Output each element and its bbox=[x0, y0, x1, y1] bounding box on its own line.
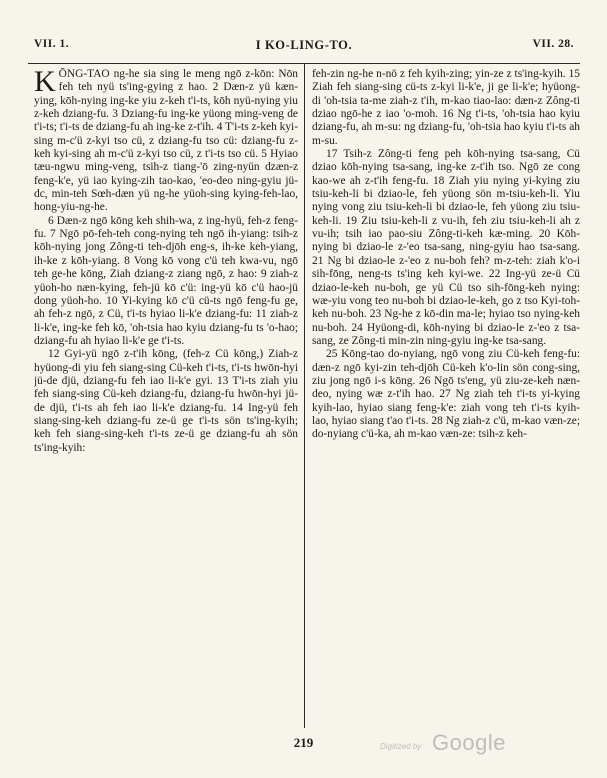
header-verse-end: VII. 28. bbox=[532, 38, 574, 50]
page-number: 219 bbox=[293, 735, 314, 750]
paragraph-1 bbox=[34, 68, 298, 215]
paragraph-2: 6 Dæn-z ngō kōng keh shih-wa, z ing-hyü, feh-z feng-fu. 7 Ngō pō-feh-teh cong-nying teh ngō ih-yiang: tsih-z kōh-nying jong Zông-ti teh-djōh eng-s, ih-ke keh-yiang, ih-ke z kōh-yiang. 8 Vong kō vong c'ü teh kwa-vu, ngō teh ge-he kōng, Ziah dziang-z ziang ngō, z hao: 9 ziah-z yüoh-ho næn-kying, feh-jü kō c'ü: ing-yü kō c'ü hao-jü dong yüoh-ho. 10 Yi-kying kō c'ü cü-ts ngō feng-fu ge, ah feh-z ngō, z Cü, t'i-ts hyiao li-k'e dziang-fu: 11 ziah-z li-k'e, ing-ke feh kō, 'oh-tsia hao kyiu dziang-fu ts 'o-hao; dziang-fu ah hyiao li-k'e ge t'i-ts. bbox=[34, 214, 298, 347]
paragraph-4: feh-zin ng-he n-nö z feh kyih-zing; yin-ze z ts'ing-kyih. 15 Ziah feh siang-sing cü-ts z-kyi li-k'e, ji ge li-k'e; hyüong-di 'oh-tsia ta-me ziah-z t'ih, m-kao tiao-lao: dæn-z Zông-ti dziao ngō-he z iao 'o-moh. 16 Ng t'i-ts, 'oh-tsia hao kyiu dziang-fu, ah m-su: ng dziang-fu, 'oh-tsia hao kyiu t'i-ts ah m-su. bbox=[312, 68, 580, 147]
drop-cap: K bbox=[34, 68, 56, 98]
paragraph-1-text: ŌNG-TAO ng-he sia sing le meng ngō z-kōn: Nōn feh teh nyü ts'ing-gying z hao. 2 Dæn-z yü kæn-ying, kōh-nying ing-ke yiu z-keh t'i-ts, kōh nyü-nying yiu z-keh dziang-fu. 3 Dziang-fu ing-ke yüong ming-veng de t'i-ts; t'i-ts de dziang-fu ah ing-ke z-t'ih. 4 T'i-ts z-keh kyi-sing m-c'ü z-kyi tso cü, z dziang-fu tso cü: dziang-fu z-keh kyi-sing ah m-c'ü z-kyi tso cü, z t'i-ts tso cü. 5 Hyiao tæu-ngwu ming-veng, tsih-z tiang-'ō zing-nyün dzæn-z feng-k'e, yü iao kying-zih tao-kao, 'eo-deo ning-gyiu jü-dc, min-teh Sœh-dæn yü ng-he yüoh-sing kying-feh-lao, hong-yiu-ng-he. bbox=[34, 68, 298, 214]
header-book-title: I KO-LING-TO. bbox=[255, 38, 353, 52]
digitization-watermark bbox=[380, 730, 550, 760]
left-column bbox=[34, 68, 298, 726]
running-header bbox=[28, 38, 580, 60]
watermark-caption: Digitized by bbox=[380, 742, 422, 751]
column-divider bbox=[304, 63, 305, 728]
paragraph-3: 12 Gyi-yü ngō z-t'ih kōng, (feh-z Cü kōng,) Ziah-z hyüong-di yiu feh siang-sing Cü-keh t'i-ts, t'i-ts hwōn-hyi jü-de djü, dziang-fu feh iao li-k'e gyi. 13 T'i-ts ziah yiu feh siang-sing Cü-keh dziang-fu, dziang-fu hwōn-hyi jü-de djü, t'i-ts ah feh iao li-k'e dziang-fu. 14 Ing-yü feh siang-sing-keh dziang-fu ze-ü ge t'i-ts sön ts'ing-kyih; keh feh siang-sing-keh t'i-ts ze-ü ge dziang-fu ah sön ts'ing-kyih: bbox=[34, 348, 298, 454]
right-column bbox=[312, 68, 580, 726]
paragraph-5: 17 Tsih-z Zông-ti feng peh kōh-nying tsa-sang, Cü dziao kōh-nying tsa-sang, ing-ke z-t'ih tso. Ngō ze cong kao-we ah z-t'ih feng-fu. 18 Ziah yiu nying yi-kying ziu tsiu-keh-li bi dziao-le, feh yüong sön m-tsiu-keh-li. Yiu nying vong ziu tsiu-keh-li bi dziao-le, feh yüong ziu tsiu-keh-li. 19 Ziu tsiu-keh-li z vu-ih, feh ziu tsiu-keh-li ah z vu-ih; tsih iao pao-siu Zông-ti-keh kæ-ming. 20 Kōh-nying bi dziao-le z-'eo tsa-sang, ning-gyiu hao tsa-sang. 21 Ng bi dziao-le z-'eo z nu-boh feh? m-z-teh: ziah k'o-i sih-fōng, neng-ts ts'ing keh kyi-we. 22 Ing-yü ze-ü Cü dziao-le-keh nu-boh, ge yü Cü tso sih-fōng-keh nying: wæ-yiu vong teo nu-boh bi dziao-le-keh, go z tso Kyi-toh-keh nu-boh. 23 Ng-he z kō-din ma-le; hyiao tso nying-keh nu-boh. 24 Hyüong-di, kōh-nying bi dziao-le z-'eo z tsa-sang, ze Zông-ti min-zin ning-gyiu ing-ke tsa-sang. bbox=[312, 148, 580, 347]
google-logo: Google bbox=[432, 730, 506, 755]
paragraph-6: 25 Kōng-tao do-nyiang, ngō vong ziu Cü-keh feng-fu: dæn-z ngō kyi-zin teh-djōh Cü-keh k'o-lin sön cong-sing, ziu jong ngō i-s kōng. 26 Ngō ts'eng, yü ziu-ze-keh næn-deo, nying wæ z-t'ih hao. 27 Ng ziah teh t'i-ts yi-kying kyih-lao, hyiao siang feng-k'e: ziah vong teh t'i-ts kyih-lao, hyiao siang t'ao t'i-ts. 28 Ng ziah-z c'ü, m-kao væn-ze; do-nyiang c'ü-ka, ah m-kao væn-ze: tsih-z keh- bbox=[312, 348, 580, 441]
header-verse-start: VII. 1. bbox=[34, 38, 70, 50]
